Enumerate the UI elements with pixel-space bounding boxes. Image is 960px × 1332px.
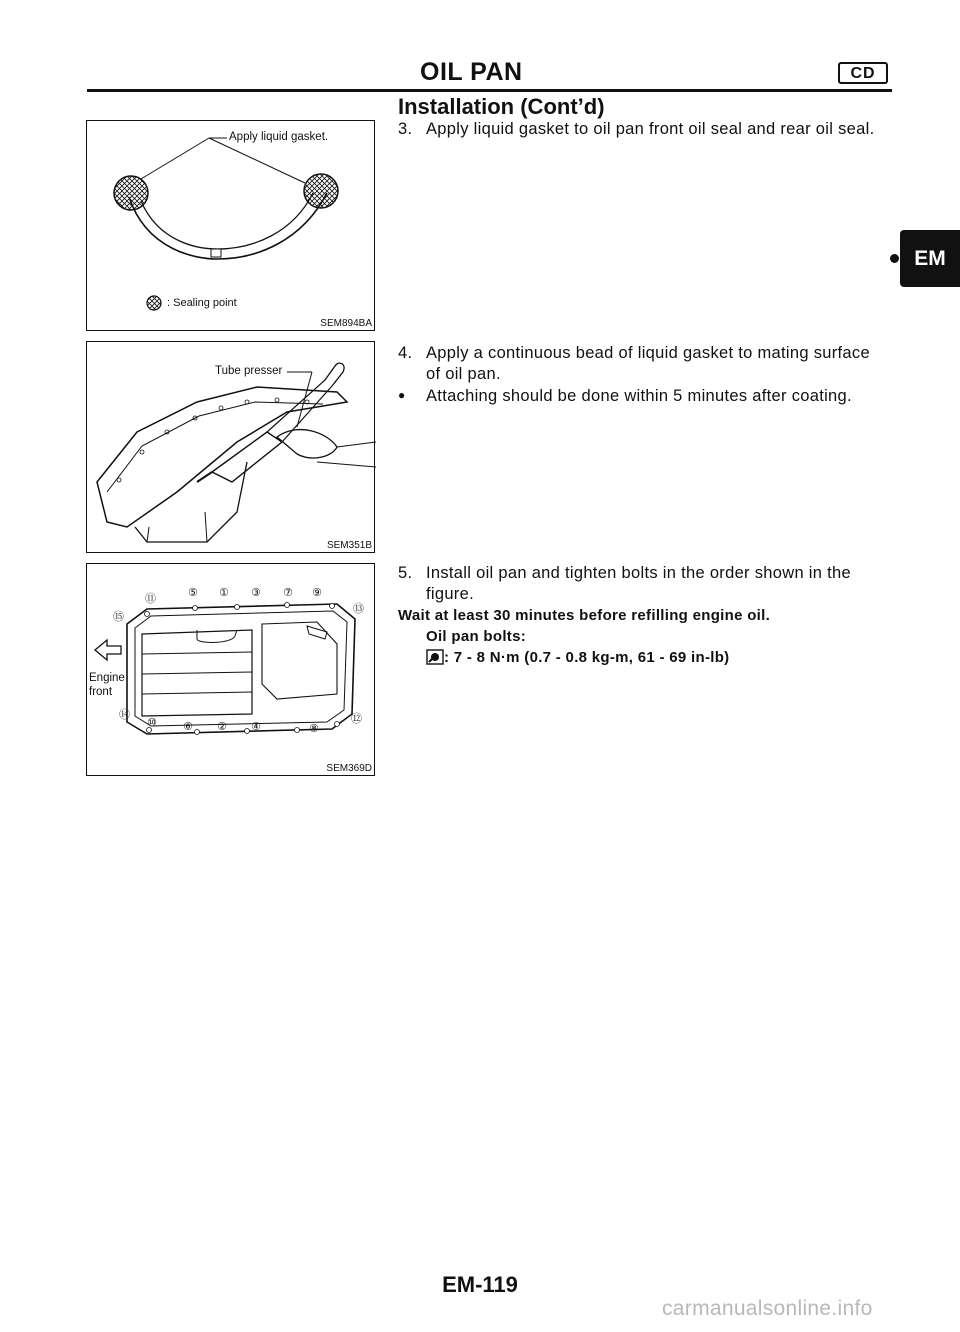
bolt-number: ⑪ xyxy=(145,593,156,605)
engine-front-label-2: front xyxy=(89,686,113,698)
step-number: 5. xyxy=(398,564,413,582)
step-number: 3. xyxy=(398,120,413,138)
step-3 xyxy=(398,119,874,140)
bolt-number: ③ xyxy=(251,587,261,599)
bolt-number: ⑨ xyxy=(312,587,322,599)
bolt-number: ⑩ xyxy=(147,717,157,729)
figure-tube-presser xyxy=(86,341,375,553)
step-text: Apply liquid gasket to oil pan front oil seal and rear oil seal. xyxy=(426,120,875,138)
tab-marker xyxy=(890,254,899,263)
bolt-number: ⑦ xyxy=(283,587,293,599)
torque-spec xyxy=(398,647,851,668)
bolt-number: ⑧ xyxy=(309,723,319,735)
gasket-callout: Apply liquid gasket. xyxy=(229,131,329,143)
figure-liquid-gasket xyxy=(86,120,375,331)
bolt-number: ⑭ xyxy=(119,709,130,721)
bolt-number: ⑬ xyxy=(353,603,364,615)
step-text-cont: of oil pan. xyxy=(426,365,501,383)
step-text: Install oil pan and tighten bolts in the order shown in the xyxy=(426,564,851,582)
watermark: carmanualsonline.info xyxy=(662,1297,873,1320)
step-text: Apply a continuous bead of liquid gasket to mating surface xyxy=(426,344,870,362)
engine-front-label: Engine xyxy=(89,672,125,684)
bolt-number: ④ xyxy=(251,721,261,733)
step-number: 4. xyxy=(398,344,413,362)
bullet-text: Attaching should be done within 5 minutes after coating. xyxy=(426,387,852,405)
section-tab-em[interactable] xyxy=(900,230,960,287)
figure-bolt-order xyxy=(86,563,375,776)
figure-code: SEM369D xyxy=(326,763,372,774)
model-badge: CD xyxy=(838,62,888,84)
torque-wrench-icon xyxy=(426,649,444,665)
header-rule xyxy=(87,89,892,92)
torque-value: : 7 - 8 N·m (0.7 - 0.8 kg-m, 61 - 69 in-lb) xyxy=(444,649,730,666)
step-5 xyxy=(398,563,851,668)
bolt-number: ⑮ xyxy=(113,611,124,623)
bullet-icon: ● xyxy=(398,388,406,402)
warning-text: Wait at least 30 minutes before refilling engine oil. xyxy=(398,607,771,624)
tube-presser-callout: Tube presser xyxy=(215,365,283,377)
sealing-point-legend: : Sealing point xyxy=(167,297,237,309)
bolt-number: ⑤ xyxy=(188,587,198,599)
step-4 xyxy=(398,343,870,407)
page-title: OIL PAN xyxy=(420,58,523,86)
section-tab-label: EM xyxy=(914,247,946,270)
bolt-number: ② xyxy=(217,721,227,733)
page-number: EM-119 xyxy=(442,1272,518,1297)
oil-pan-bolt-diagram xyxy=(87,564,376,777)
bolt-number: ① xyxy=(219,587,229,599)
bolt-number: ⑥ xyxy=(183,721,193,733)
bolt-number: ⑫ xyxy=(351,713,362,725)
figure-code: SEM351B xyxy=(326,540,372,551)
step-text-cont: figure. xyxy=(426,585,474,603)
figure-code: SEM894BA xyxy=(320,318,372,329)
spec-label: Oil pan bolts: xyxy=(426,628,527,645)
section-subtitle: Installation (Cont’d) xyxy=(398,94,605,119)
